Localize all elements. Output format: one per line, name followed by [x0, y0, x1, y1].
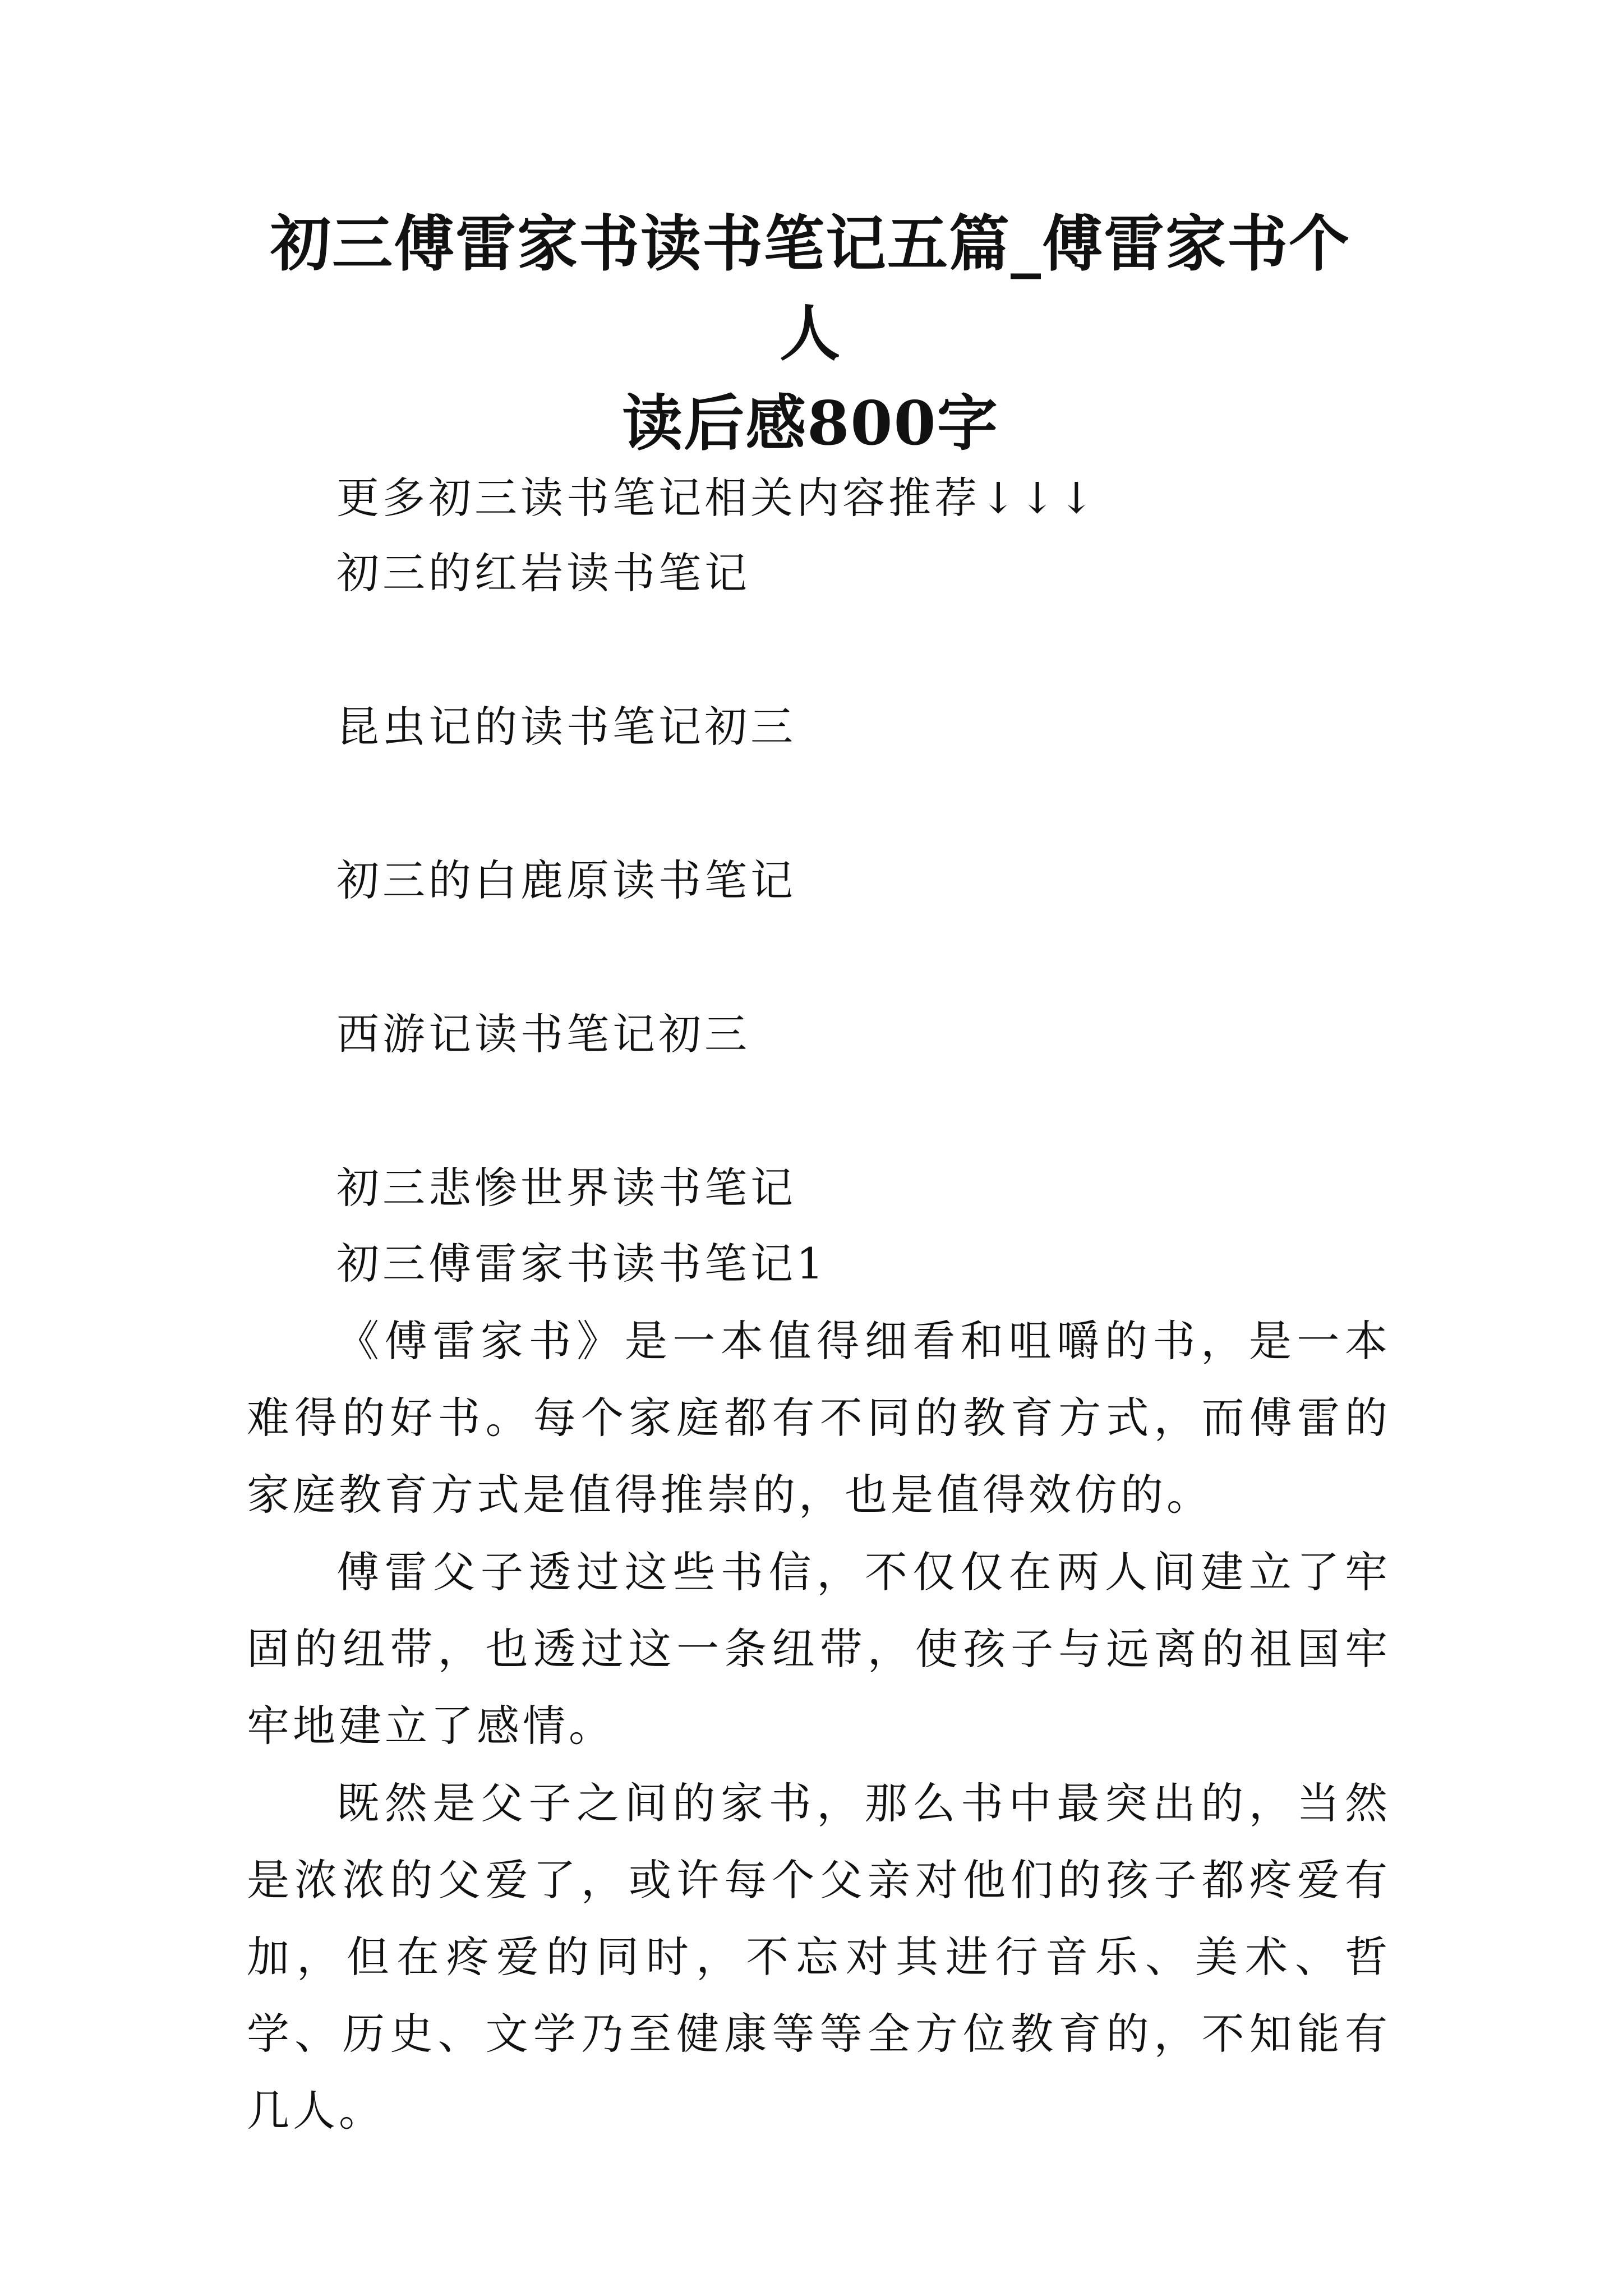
body-paragraph: 既然是父子之间的家书，那么书中最突出的，当然是浓浓的父爱了，或许每个父亲对他们的孩子都疼爱有加，但在疼爱的同时，不忘对其进行音乐、美术、哲学、历史、文学乃至健康等等全方位教育的，不知能有几人。	[247, 1778, 1391, 2136]
body-paragraph: 《傅雷家书》是一本值得细看和咀嚼的书，是一本难得的好书。每个家庭都有不同的教育方式，而傅雷的家庭教育方式是值得推崇的，也是值得效仿的。	[247, 1316, 1391, 1520]
title-line-1: 初三傅雷家书读书笔记五篇_傅雷家书个人	[270, 209, 1350, 369]
recommend-link[interactable]: 昆虫记的读书笔记初三	[336, 702, 796, 752]
recommend-link[interactable]: 初三的白鹿原读书笔记	[336, 855, 796, 905]
recommend-link[interactable]: 初三悲惨世界读书笔记	[336, 1163, 796, 1213]
body-paragraph: 傅雷父子透过这些书信，不仅仅在两人间建立了牢固的纽带，也透过这一条纽带，使孩子与远离的祖国牢牢地建立了感情。	[247, 1547, 1391, 1751]
title-line-2: 读后感800字	[622, 388, 999, 459]
section-heading: 初三傅雷家书读书笔记1	[336, 1239, 827, 1289]
recommend-link[interactable]: 西游记读书笔记初三	[336, 1009, 750, 1059]
recommend-header: 更多初三读书笔记相关内容推荐↓↓↓	[336, 473, 1098, 523]
recommend-link[interactable]: 初三的红岩读书笔记	[336, 548, 750, 598]
document-title	[247, 199, 1374, 468]
